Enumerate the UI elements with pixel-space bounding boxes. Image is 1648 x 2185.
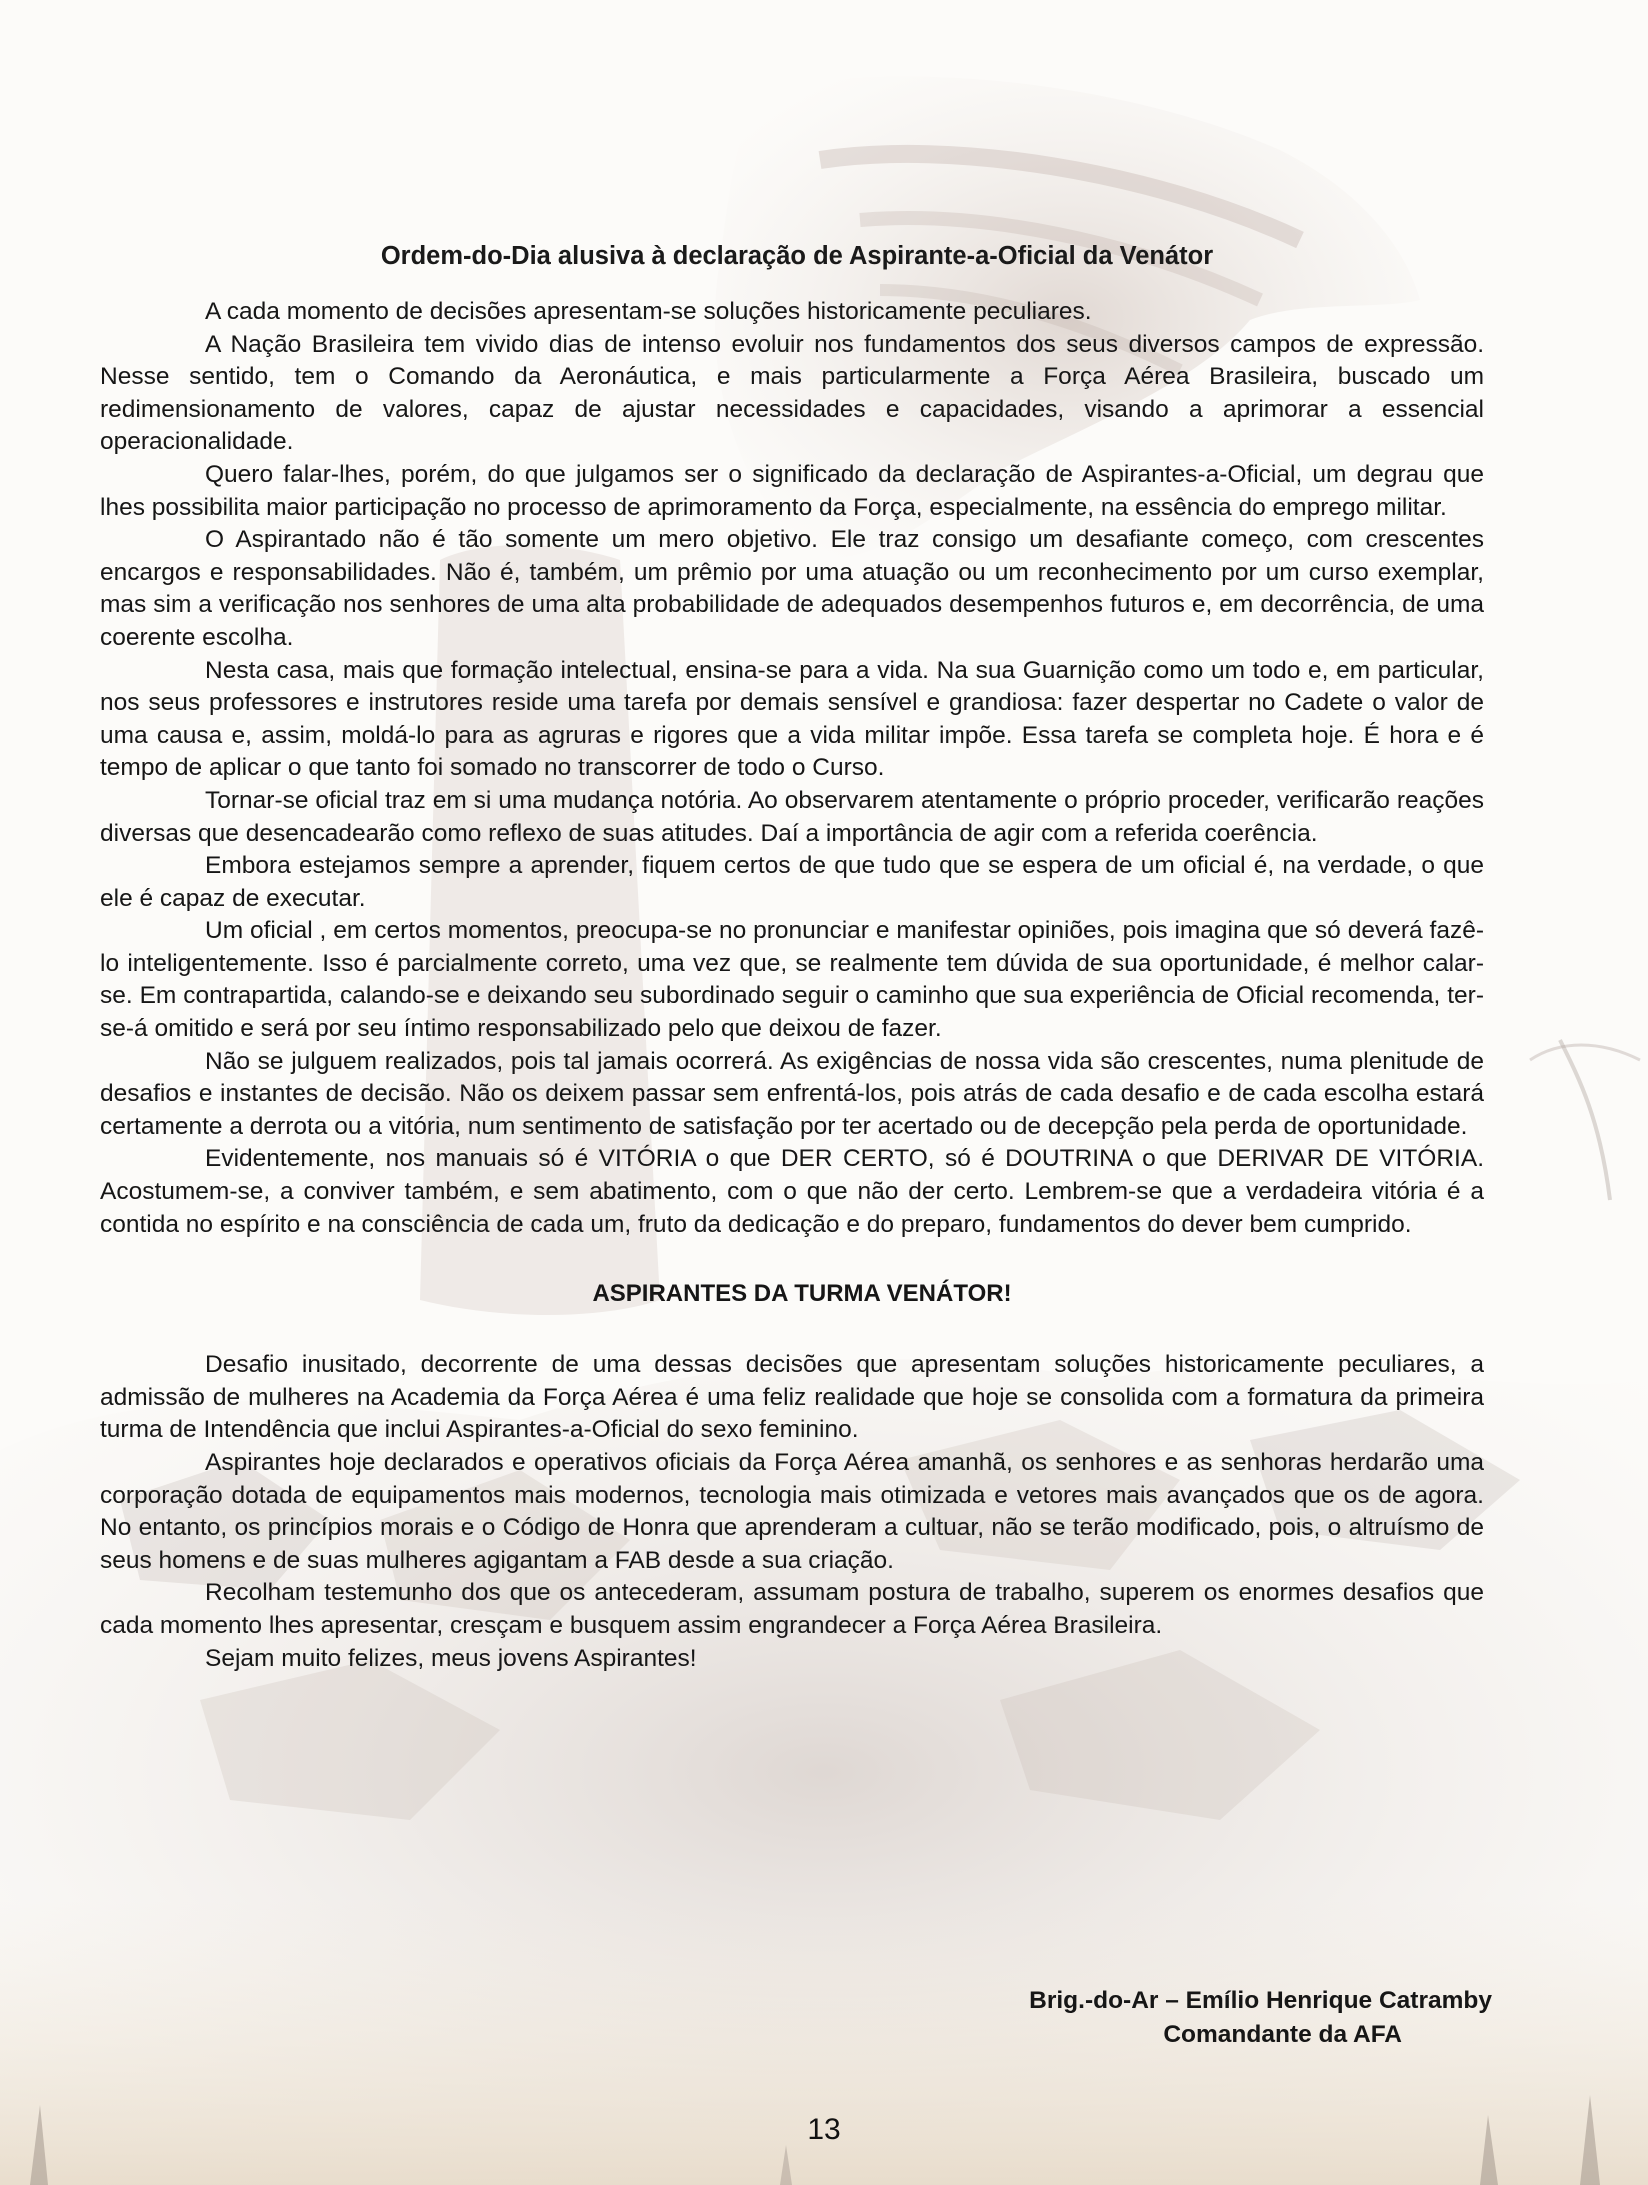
- paragraph: Um oficial , em certos momentos, preocupa-se no pronunciar e manifestar opiniões, pois imagina que só deverá fazê-lo inteligentemente. Isso é parcialmente correto, uma vez que, se realmente tem dúvida de sua oportunidade, é melhor calar-se. Em contrapartida, calando-se e deixando seu subordinado seguir o caminho que sua experiência de Oficial recomenda, ter-se-á omitido e será por seu íntimo responsabilizado pelo que deixou de fazer.: [100, 917, 1484, 1043]
- signature-title: Comandante da AFA: [1163, 2021, 1402, 2048]
- paragraph: Nesta casa, mais que formação intelectual, ensina-se para a vida. Na sua Guarnição como um todo e, em particular, nos seus professores e instrutores reside uma tarefa por demais sensível e grandiosa: fazer despertar no Cadete o valor de uma causa e, assim, moldá-lo para as agruras e rigores que a vida militar impõe. Essa tarefa se completa hoje. É hora e é tempo de aplicar o que tanto foi somado no transcorrer de todo o Curso.: [100, 656, 1484, 782]
- signature-block: [1029, 1984, 1492, 2052]
- paragraph: A Nação Brasileira tem vivido dias de intenso evoluir nos fundamentos dos seus diversos campos de expressão. Nesse sentido, tem o Comando da Aeronáutica, e mais particularmente a Força Aérea Brasileira, buscado um redimensionamento de valores, capaz de ajustar necessidades e capacidades, visando a aprimorar a essencial operacionalidade.: [100, 330, 1484, 456]
- section-heading: ASPIRANTES DA TURMA VENÁTOR!: [592, 1280, 1012, 1308]
- document-title: Ordem-do-Dia alusiva à declaração de Aspirante-a-Oficial da Venátor: [380, 242, 1214, 270]
- signature-name: Brig.-do-Ar – Emílio Henrique Catramby: [1029, 1987, 1492, 2014]
- document-body: [100, 234, 1484, 1675]
- paragraph: O Aspirantado não é tão somente um mero objetivo. Ele traz consigo um desafiante começo, com crescentes encargos e responsabilidades. Não é, também, um prêmio por uma atuação ou um reconhecimento por um curso exemplar, mas sim a verificação nos senhores de uma alta probabilidade de adequados desempenhos futuros e, em decorrência, de uma coerente escolha.: [100, 526, 1484, 651]
- paragraph: Aspirantes hoje declarados e operativos oficiais da Força Aérea amanhã, os senhores e as senhoras herdarão uma corporação dotada de equipamentos mais modernos, tecnologia mais otimizada e vetores mais avançados que os de agora. No entanto, os princípios morais e o Código de Honra que aprenderam a cultuar, não se terão modificado, pois, o altruísmo de seus homens e de suas mulheres agigantam a FAB desde a sua criação.: [100, 1449, 1484, 1574]
- paragraph: Quero falar-lhes, porém, do que julgamos ser o significado da declaração de Aspirantes-a-Oficial, um degrau que lhes possibilita maior participação no processo de aprimoramento da Força, especialmente, na essência do emprego militar.: [100, 460, 1484, 521]
- paragraph: Sejam muito felizes, meus jovens Aspirantes!: [205, 1644, 697, 1672]
- paragraph: Evidentemente, nos manuais só é VITÓRIA o que DER CERTO, só é DOUTRINA o que DERIVAR DE VITÓRIA. Acostumem-se, a conviver também, e sem abatimento, com o que não der certo. Lembrem-se que a verdadeira vitória é a contida no espírito e na consciência de cada um, fruto da dedicação e do preparo, fundamentos do dever bem cumprido.: [100, 1145, 1484, 1238]
- paragraph: A cada momento de decisões apresentam-se soluções historicamente peculiares.: [205, 298, 1092, 325]
- page-number: 13: [807, 2113, 841, 2146]
- paragraph: Não se julguem realizados, pois tal jamais ocorrerá. As exigências de nossa vida são crescentes, numa plenitude de desafios e instantes de decisão. Não os deixem passar sem enfrentá-los, pois atrás de cada desafio e de cada escolha estará certamente a derrota ou a vitória, num sentimento de satisfação por ter acertado ou de decepção pela perda de oportunidade.: [100, 1047, 1484, 1140]
- paragraph: Embora estejamos sempre a aprender, fiquem certos de que tudo que se espera de um oficial é, na verdade, o que ele é capaz de executar.: [100, 852, 1484, 912]
- paragraph: Recolham testemunho dos que os antecederam, assumam postura de trabalho, superem os enormes desafios que cada momento lhes apresentar, cresçam e busquem assim engrandecer a Força Aérea Brasileira.: [100, 1579, 1484, 1639]
- paragraph: Tornar-se oficial traz em si uma mudança notória. Ao observarem atentamente o próprio proceder, verificarão reações diversas que desencadearão como reflexo de suas atitudes. Daí a importância de agir com a referida coerência.: [100, 786, 1484, 847]
- paragraph: Desafio inusitado, decorrente de uma dessas decisões que apresentam soluções historicamente peculiares, a admissão de mulheres na Academia da Força Aérea é uma feliz realidade que hoje se consolida com a formatura da primeira turma de Intendência que inclui Aspirantes-a-Oficial do sexo feminino.: [100, 1351, 1484, 1444]
